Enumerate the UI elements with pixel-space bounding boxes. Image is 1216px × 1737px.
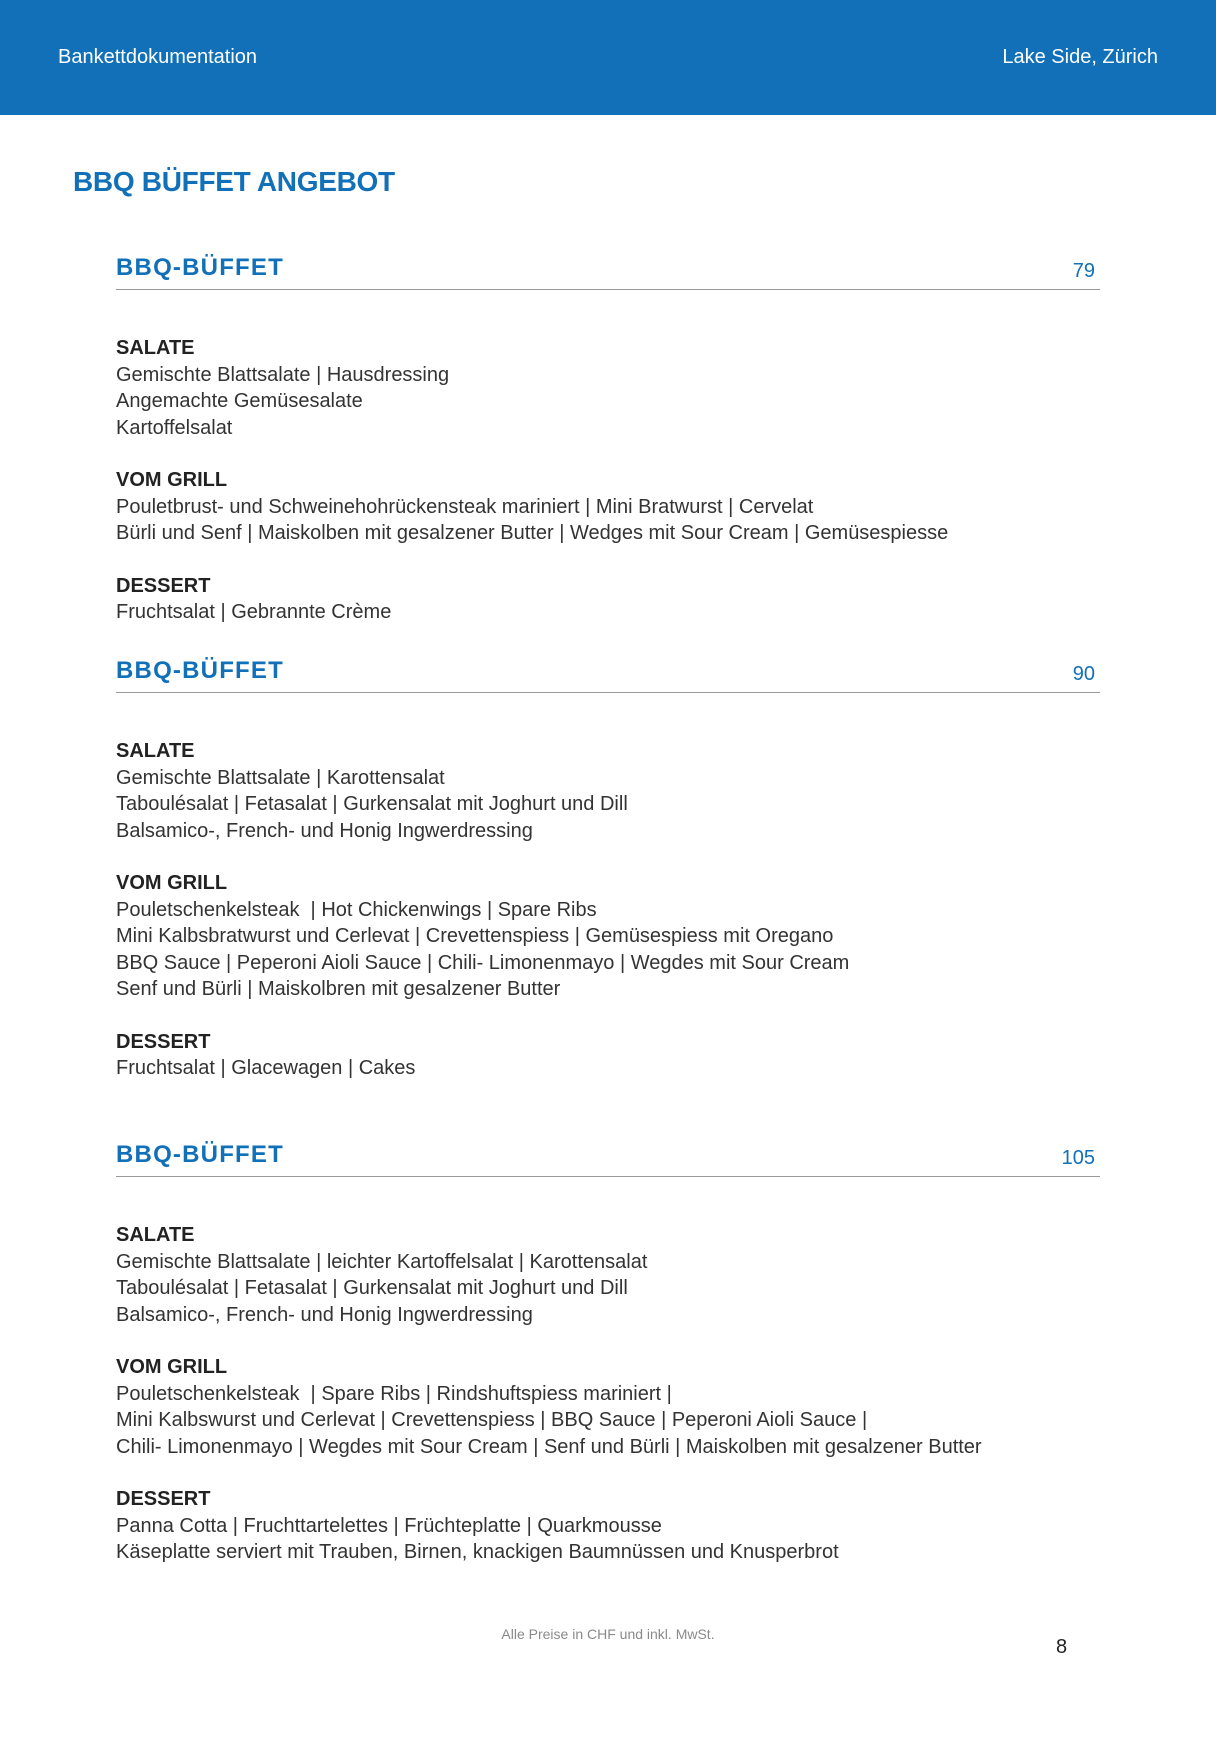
package-title: BBQ-BÜFFET <box>116 657 284 684</box>
menu-package <box>116 653 1100 1108</box>
menu-item-line: Angemachte Gemüsesalate <box>116 390 363 412</box>
header-document-title: Bankettdokumentation <box>58 46 258 68</box>
menu-item-line: Taboulésalat | Fetasalat | Gurkensalat mit Joghurt und Dill <box>116 793 628 815</box>
menu-item-line: Taboulésalat | Fetasalat | Gurkensalat mit Joghurt und Dill <box>116 1277 628 1299</box>
header-location: Lake Side, Zürich <box>1002 46 1158 68</box>
menu-section <box>116 1486 1100 1566</box>
page-number: 8 <box>1056 1636 1068 1658</box>
menu-package <box>116 250 1100 652</box>
section-title: DESSERT <box>116 574 211 597</box>
menu-section <box>116 1354 1100 1460</box>
package-title: BBQ-BÜFFET <box>116 254 284 281</box>
section-title: SALATE <box>116 337 195 359</box>
menu-item-line: Mini Kalbsbratwurst und Cerlevat | Crevettenspiess | Gemüsespiess mit Oregano <box>116 925 834 947</box>
menu-item-line: Balsamico-, French- und Honig Ingwerdressing <box>116 819 533 842</box>
package-header <box>116 653 1100 693</box>
menu-section <box>116 467 1100 547</box>
section-title: DESSERT <box>116 1030 211 1053</box>
package-header <box>116 250 1100 290</box>
menu-section <box>116 738 1100 844</box>
menu-item-line: Kartoffelsalat <box>116 416 233 439</box>
section-title: VOM GRILL <box>116 1356 228 1378</box>
menu-item-line: Chili- Limonenmayo | Wegdes mit Sour Cream | Senf und Bürli | Maiskolben mit gesalzener Butter <box>116 1435 982 1458</box>
menu-section <box>116 335 1100 441</box>
package-header <box>116 1137 1100 1177</box>
package-sections <box>116 1177 1100 1566</box>
menu-item-line: Gemischte Blattsalate | Hausdressing <box>116 363 450 386</box>
menu-section <box>116 573 1100 626</box>
menu-package <box>116 1137 1100 1592</box>
section-title: SALATE <box>116 740 195 762</box>
section-title: VOM GRILL <box>116 872 228 894</box>
package-sections <box>116 693 1100 1082</box>
package-sections <box>116 290 1100 626</box>
section-title: VOM GRILL <box>116 469 228 491</box>
section-title: SALATE <box>116 1224 195 1246</box>
menu-section <box>116 1222 1100 1328</box>
section-title: DESSERT <box>116 1488 211 1510</box>
package-price: 79 <box>1072 260 1095 282</box>
menu-item-line: Pouletschenkelsteak | Spare Ribs | Rindshuftspiess mariniert | <box>116 1382 672 1405</box>
menu-item-line: Fruchtsalat | Gebrannte Crème <box>116 601 392 623</box>
menu-item-line: Käseplatte serviert mit Trauben, Birnen, knackigen Baumnüssen und Knusperbrot <box>116 1541 839 1563</box>
menu-item-line: Senf und Bürli | Maiskolbren mit gesalzener Butter <box>116 978 561 1000</box>
menu-item-line: BBQ Sauce | Peperoni Aioli Sauce | Chili- Limonenmayo | Wegdes mit Sour Cream <box>116 951 850 974</box>
footer-note: Alle Preise in CHF und inkl. MwSt. <box>501 1626 715 1642</box>
menu-section <box>116 870 1100 1003</box>
page-title: BBQ BÜFFET ANGEBOT <box>73 166 395 197</box>
menu-item-line: Fruchtsalat | Glacewagen | Cakes <box>116 1057 416 1079</box>
menu-item-line: Bürli und Senf | Maiskolben mit gesalzener Butter | Wedges mit Sour Cream | Gemüsespiesse <box>116 522 949 544</box>
menu-item-line: Balsamico-, French- und Honig Ingwerdressing <box>116 1303 533 1326</box>
menu-item-line: Gemischte Blattsalate | Karottensalat <box>116 766 445 789</box>
menu-item-line: Gemischte Blattsalate | leichter Kartoffelsalat | Karottensalat <box>116 1250 648 1273</box>
menu-item-line: Pouletschenkelsteak | Hot Chickenwings | Spare Ribs <box>116 898 597 921</box>
menu-item-line: Pouletbrust- und Schweinehohrückensteak mariniert | Mini Bratwurst | Cervelat <box>116 495 814 518</box>
menu-item-line: Mini Kalbswurst und Cerlevat | Crevettenspiess | BBQ Sauce | Peperoni Aioli Sauce | <box>116 1409 868 1431</box>
menu-section <box>116 1029 1100 1082</box>
header-bar <box>0 0 1216 115</box>
package-price: 90 <box>1072 663 1095 685</box>
package-title: BBQ-BÜFFET <box>116 1141 284 1168</box>
package-price: 105 <box>1061 1147 1095 1169</box>
menu-item-line: Panna Cotta | Fruchttartelettes | Früchteplatte | Quarkmousse <box>116 1514 662 1537</box>
